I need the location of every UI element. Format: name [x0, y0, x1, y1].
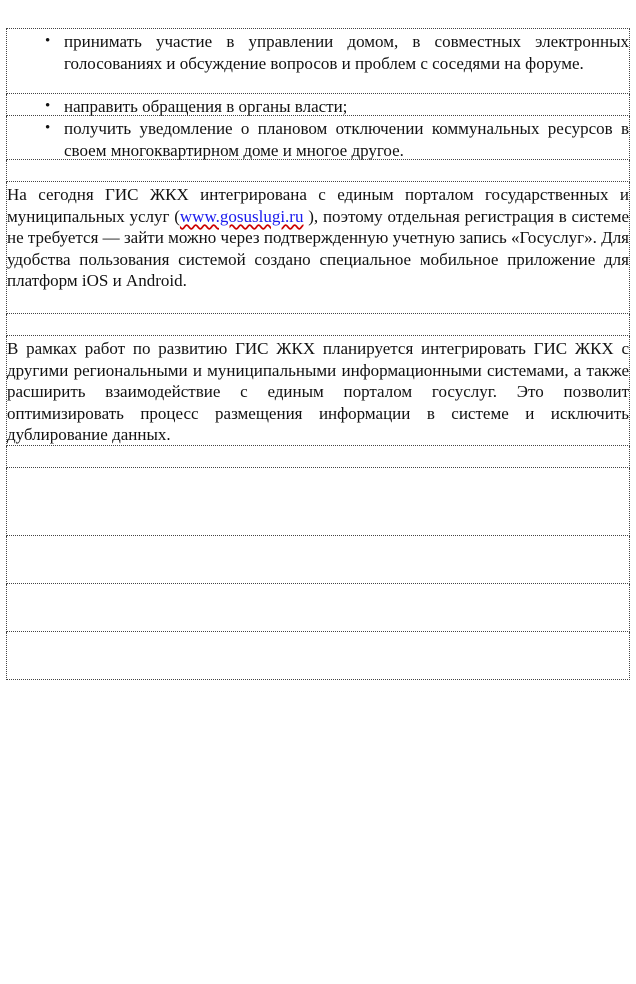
paragraph — [7, 184, 629, 292]
gosuslugi-link[interactable]: www.gosuslugi.ru — [179, 206, 304, 226]
bullet-item: принимать участие в управлении домом, в совместных электронных голосованиях и обсуждение вопросов и проблем с соседями на форуме. — [64, 32, 629, 73]
empty-table-row — [6, 632, 630, 680]
paragraph-text: ), поэтому отдельная регистрация в системе не требуется — зайти можно через подтвержденную учетную запись «Госуслуг». Для удобства пользования системой создано специальное мобильное приложение для платформ iOS и Android. — [7, 206, 629, 291]
bullet-item: получить уведомление о плановом отключении коммунальных ресурсов в своем многоквартирном доме и многое другое. — [64, 119, 629, 160]
document-page — [6, 28, 630, 680]
table-row — [6, 116, 630, 160]
bullet-marker: • — [45, 33, 51, 49]
table-row — [6, 94, 630, 116]
empty-table-row — [6, 314, 630, 336]
empty-table-row — [6, 536, 630, 584]
bullet-marker: • — [45, 120, 51, 136]
table-row — [6, 182, 630, 314]
paragraph: В рамках работ по развитию ГИС ЖКХ планируется интегрировать ГИС ЖКХ с другими региональными и муниципальными информационными системами, а также расширить взаимодействие с единым порталом госуслуг. Это позволит оптимизировать процесс размещения информации в системе и исключить дублирование данных. — [7, 339, 629, 445]
empty-table-row — [6, 160, 630, 182]
paragraph-text: На сегодня ГИС ЖКХ интегрирована с единым порталом государственных и муниципальных услуг ( — [7, 185, 629, 226]
table-row — [6, 336, 630, 446]
empty-table-row — [6, 584, 630, 632]
bullet-marker: • — [45, 98, 51, 114]
empty-table-row — [6, 446, 630, 468]
empty-table-row — [6, 468, 630, 536]
bullet-item: направить обращения в органы власти; — [64, 97, 348, 116]
table-row — [6, 28, 630, 94]
